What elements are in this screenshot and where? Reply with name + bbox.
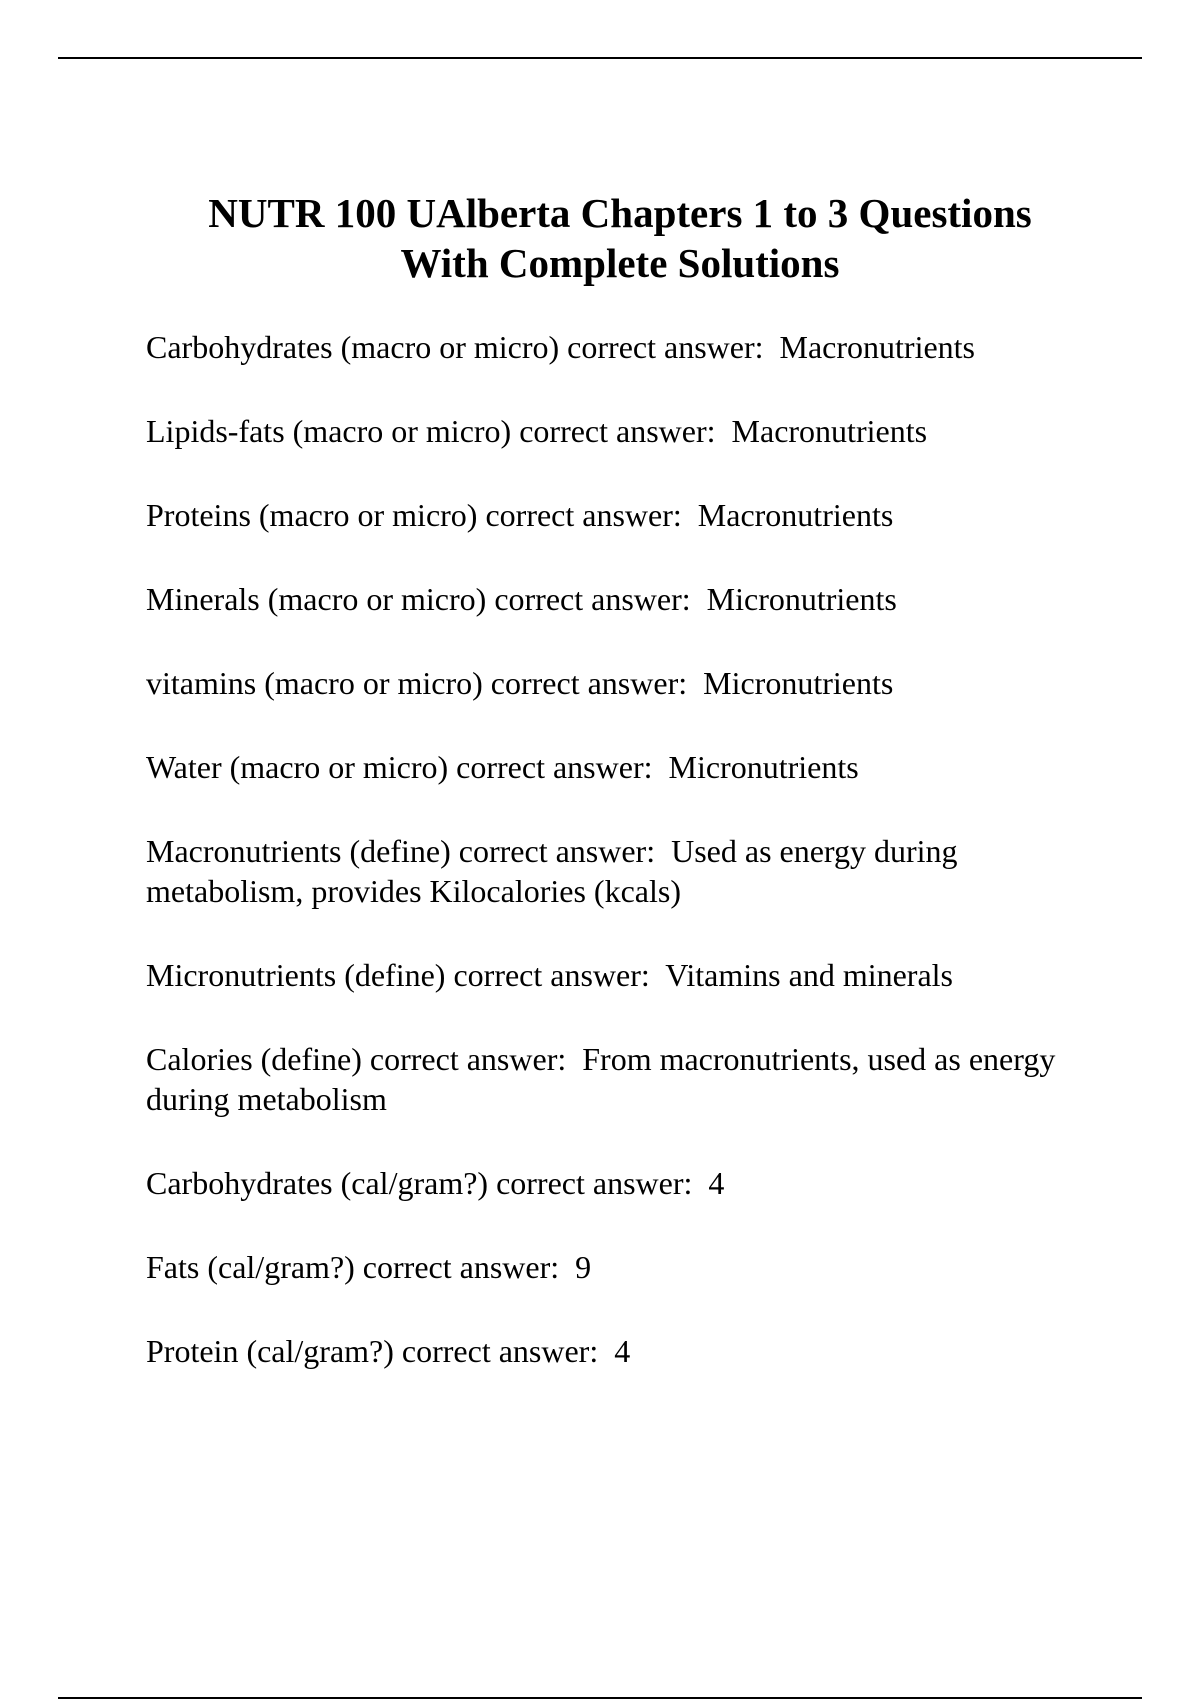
question-text: Proteins (macro or micro) — [146, 497, 478, 533]
answer-text: Micronutrients — [668, 749, 859, 785]
question-text: Micronutrients (define) — [146, 957, 446, 993]
answer-label: correct answer: — [458, 833, 656, 869]
answer-text: Vitamins and minerals — [665, 957, 953, 993]
qa-item — [146, 495, 1146, 535]
question-text: Macronutrients (define) — [146, 833, 451, 869]
answer-text: Micronutrients — [706, 581, 897, 617]
qa-item — [146, 747, 1146, 787]
qa-item — [146, 579, 1146, 619]
answer-label: correct answer: — [519, 413, 716, 449]
qa-item — [146, 1163, 1146, 1203]
answer-label: correct answer: — [490, 665, 688, 701]
answer-label: correct answer: — [485, 497, 682, 533]
question-text: Lipids-fats (macro or micro) — [146, 413, 512, 449]
answer-label: correct answer: — [362, 1249, 560, 1285]
question-text: Protein (cal/gram?) — [146, 1333, 394, 1369]
document-title — [100, 188, 1140, 288]
answer-text: 9 — [575, 1249, 592, 1285]
answer-text: Used as energy during metabolism, provides Kilocalories (kcals) — [146, 833, 958, 909]
qa-item — [146, 1331, 1146, 1371]
bottom-rule — [58, 1697, 1142, 1699]
qa-item — [146, 1247, 1146, 1287]
qa-item — [146, 831, 1086, 911]
answer-text: Macronutrients — [779, 329, 975, 365]
question-text: Water (macro or micro) — [146, 749, 449, 785]
question-text: Calories (define) — [146, 1041, 362, 1077]
question-text: Fats (cal/gram?) — [146, 1249, 355, 1285]
qa-item — [146, 327, 1146, 367]
answer-label: correct answer: — [494, 581, 691, 617]
answer-text: 4 — [614, 1333, 631, 1369]
title-line-1: NUTR 100 UAlberta Chapters 1 to 3 Questions — [208, 190, 1032, 236]
answer-text: Macronutrients — [697, 497, 894, 533]
question-text: Minerals (macro or micro) — [146, 581, 487, 617]
top-rule — [58, 57, 1142, 59]
question-text: Carbohydrates (cal/gram?) — [146, 1165, 489, 1201]
answer-label: correct answer: — [456, 749, 653, 785]
qa-item — [146, 663, 1146, 703]
answer-text: Micronutrients — [703, 665, 894, 701]
answer-label: correct answer: — [567, 329, 764, 365]
qa-list — [146, 327, 1146, 1415]
answer-text: From macronutrients, used as energy during metabolism — [146, 1041, 1056, 1117]
answer-text: Macronutrients — [731, 413, 928, 449]
qa-item — [146, 1039, 1086, 1119]
title-line-2: With Complete Solutions — [400, 240, 840, 286]
answer-text: 4 — [708, 1165, 725, 1201]
answer-label: correct answer: — [369, 1041, 567, 1077]
question-text: vitamins (macro or micro) — [146, 665, 483, 701]
question-text: Carbohydrates (macro or micro) — [146, 329, 560, 365]
qa-item — [146, 955, 1146, 995]
answer-label: correct answer: — [453, 957, 650, 993]
answer-label: correct answer: — [401, 1333, 599, 1369]
answer-label: correct answer: — [496, 1165, 693, 1201]
qa-item — [146, 411, 1146, 451]
